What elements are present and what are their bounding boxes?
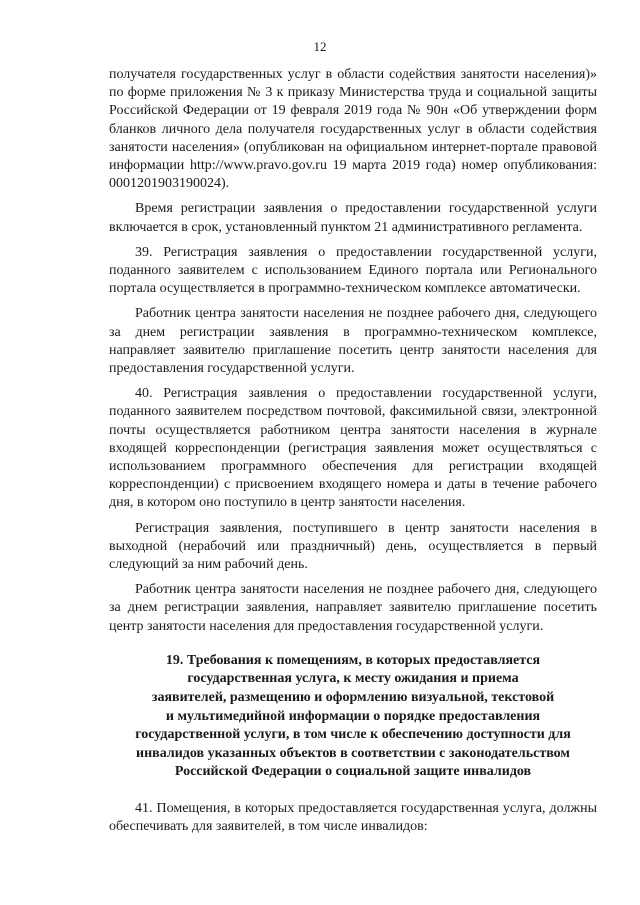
paragraphs-before: [109, 66, 597, 636]
section-heading-line: 19. Требования к помещениям, в которых предоставляется: [165, 652, 541, 668]
paragraph: 40. Регистрация заявления о предоставлении государственной услуги, поданного заявителем посредством почтовой, факсимильной связи, электронной почты осуществляется работником центра занятости населения в журнале входящей корреспонденции (регистрация заявления может осуществляться с использованием программного обеспечения для регистрации входящей корреспонденции) с присвоением входящего номера и даты в течение рабочего дня, в котором оно поступило в центр занятости населения.: [109, 386, 597, 511]
page-number: 12: [313, 39, 327, 54]
section-heading: [109, 652, 597, 782]
paragraph: Работник центра занятости населения не позднее рабочего дня, следующего за днем регистрации заявления, направляет заявителю приглашение посетить центр занятости населения для предоставления государственной услуги.: [109, 582, 597, 634]
section-heading-line: заявителей, размещению и оформлению визуальной, текстовой: [151, 690, 555, 706]
paragraph: Работник центра занятости населения не позднее рабочего дня, следующего за днем регистрации заявления в программно-техническом комплексе, направляет заявителю приглашение посетить центр занятости населения для предоставления государственной услуги.: [109, 306, 597, 377]
paragraphs-after: [109, 800, 597, 836]
paragraph: 39. Регистрация заявления о предоставлении государственной услуги, поданного заявителем с использованием Единого портала или Регионального портала осуществляется в программно-техническом комплексе автоматически.: [109, 244, 597, 297]
section-heading-line: инвалидов указанных объектов в соответствии с законодательством: [136, 745, 570, 761]
section-heading-line: и мультимедийной информации о порядке предоставления: [165, 708, 541, 724]
section-heading-line: государственной услуги, в том числе к обеспечению доступности для: [135, 727, 571, 743]
paragraph: Регистрация заявления, поступившего в центр занятости населения в выходной (нерабочий или праздничный) день, осуществляется в первый следующий за ним рабочий день.: [109, 520, 597, 573]
section-heading-line: государственная услуга, к месту ожидания и приема: [187, 671, 519, 687]
section-heading-line: Российской Федерации о социальной защите инвалидов: [174, 764, 532, 780]
document-body: [109, 66, 597, 843]
paragraph: Время регистрации заявления о предоставлении государственной услуги включается в срок, установленный пунктом 21 административного регламента.: [109, 201, 597, 235]
paragraph: 41. Помещения, в которых предоставляется государственная услуга, должны обеспечивать для заявителей, в том числе инвалидов:: [109, 801, 597, 835]
paragraph: получателя государственных услуг в области содействия занятости населения)» по форме приложения № 3 к приказу Министерства труда и социальной защиты Российской Федерации от 19 февраля 2019 года № 90н «Об утверждении форм бланков личного дела получателя государственных услуг в области содействия занятости населения» (опубликован на официальном интернет-портале правовой информации http://www.pravo.gov.ru 19 марта 2019 года) номер опубликования: 0001201903190024).: [109, 67, 597, 192]
